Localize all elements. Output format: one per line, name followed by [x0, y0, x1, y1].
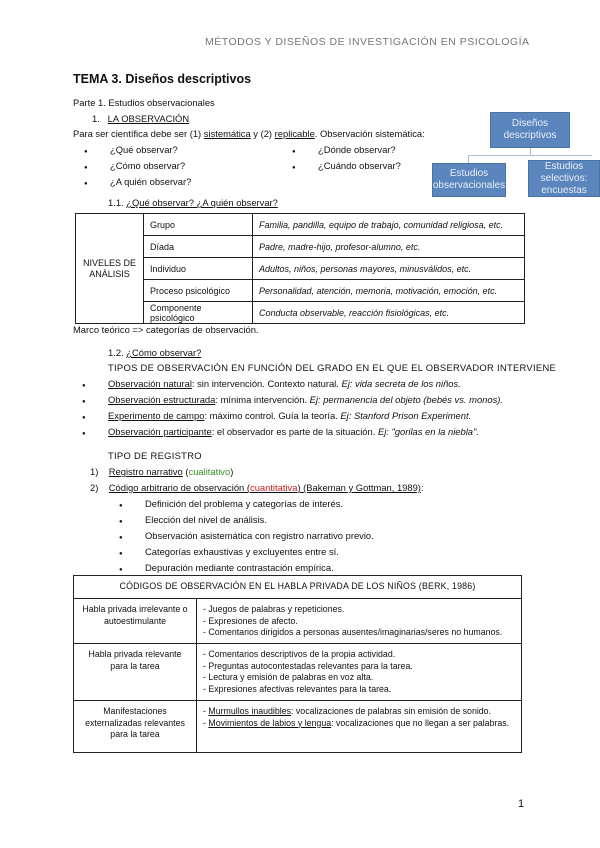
page-number: 1	[518, 798, 525, 810]
registro-heading: TIPO DE REGISTRO	[108, 450, 202, 461]
step-item: ● Categorías exhaustivas y excluyentes entre sí.	[145, 546, 339, 558]
codes-table	[73, 575, 522, 753]
diagram-node-right: Estudios selectivos: encuestas	[528, 160, 600, 197]
items-cell: - Juegos de palabras y repeticiones. - Expresiones de afecto. - Comentarios dirigidos a personas ausentes/imaginarias/seres no humanos.	[197, 599, 522, 644]
levels-table	[75, 213, 525, 324]
level-cell: Individuo	[144, 258, 253, 280]
category-cell: Habla privada irrelevante o autoestimulante	[74, 599, 197, 644]
question-item: ● ¿A quién observar?	[110, 176, 191, 188]
registro-item: 1) Registro narrativo (cualitativo)	[90, 466, 234, 477]
items-cell: - Comentarios descriptivos de la propia actividad. - Preguntas autocontestadas relevantes para la tarea. - Lectura y emisión de palabras en voz alta. - Expresiones afectivas relevantes para la tarea.	[197, 644, 522, 701]
subsection-1-1: 1.1. ¿Qué observar? ¿A quién observar?	[108, 197, 278, 208]
examples-cell: Padre, madre-hijo, profesor-alumno, etc.	[259, 241, 421, 252]
marco-note: Marco teórico => categorías de observación.	[73, 324, 259, 335]
step-item: ● Observación asistemática con registro narrativo previo.	[145, 530, 374, 542]
codes-table-title: CÓDIGOS DE OBSERVACIÓN EN EL HABLA PRIVADA DE LOS NIÑOS (BERK, 1986)	[74, 576, 522, 599]
registro-item: 2) Código arbitrario de observación (cuantitativa) (Bakeman y Gottman, 1989):	[90, 482, 424, 493]
step-item: ● Depuración mediante contrastación empírica.	[145, 562, 334, 574]
type-item: ● Observación estructurada: mínima intervención. Ej: permanencia del objeto (bebés vs. monos).	[108, 394, 503, 406]
page-title: TEMA 3. Diseños descriptivos	[73, 72, 252, 86]
examples-cell: Personalidad, atención, memoria, motivación, emoción, etc.	[259, 285, 498, 296]
diagram-node-left: Estudios observacionales	[432, 163, 506, 197]
category-cell: Habla privada relevante para la tarea	[74, 644, 197, 701]
levels-header: NIVELES DE ANÁLISIS	[76, 214, 144, 324]
examples-cell: Adultos, niños, personas mayores, minusválidos, etc.	[259, 263, 472, 274]
type-item: ● Observación participante: el observador es parte de la situación. Ej: "gorilas en la niebla".	[108, 426, 479, 438]
question-item: ● ¿Qué observar?	[110, 144, 178, 156]
part-heading: Parte 1. Estudios observacionales	[73, 97, 215, 108]
level-cell: Componente psicológico	[144, 302, 253, 324]
running-header: MÉTODOS Y DISEÑOS DE INVESTIGACIÓN EN PSICOLOGÍA	[205, 36, 530, 48]
question-item: ● ¿Cuándo observar?	[318, 160, 401, 172]
items-cell: - Murmullos inaudibles: vocalizaciones de palabras sin emisión de sonido. - Movimientos de labios y lengua: vocalizaciones que no llegan a ser palabras.	[197, 701, 522, 753]
question-item: ● ¿Dónde observar?	[318, 144, 396, 156]
section-number: 1.	[92, 113, 100, 124]
section-1-heading	[92, 113, 189, 125]
types-heading: TIPOS DE OBSERVACIÓN EN FUNCIÓN DEL GRADO EN EL QUE EL OBSERVADOR INTERVIENE	[108, 362, 557, 373]
step-item: ● Definición del problema y categorías de interés.	[145, 498, 343, 510]
category-cell: Manifestaciones externalizadas relevantes para la tarea	[74, 701, 197, 753]
type-item: ● Experimento de campo: máximo control. Guía la teoría. Ej: Stanford Prison Experiment.	[108, 410, 471, 422]
level-cell: Díada	[144, 236, 253, 258]
type-item: ● Observación natural: sin intervención. Contexto natural. Ej: vida secreta de los niños.	[108, 378, 461, 390]
step-item: ● Elección del nivel de análisis.	[145, 514, 267, 526]
question-item: ● ¿Cómo observar?	[110, 160, 185, 172]
level-cell: Proceso psicológico	[144, 280, 253, 302]
examples-cell: Familia, pandilla, equipo de trabajo, comunidad religiosa, etc.	[259, 219, 504, 230]
section-label: LA OBSERVACIÓN	[107, 113, 190, 124]
examples-cell: Conducta observable, reacción fisiológicas, etc.	[259, 307, 450, 318]
diagram-node-top: Diseños descriptivos	[490, 112, 570, 148]
level-cell: Grupo	[144, 214, 253, 236]
subsection-1-2: 1.2. ¿Cómo observar?	[108, 347, 202, 358]
intro-text: Para ser científica debe ser (1) sistemática y (2) replicable. Observación sistemática:	[73, 128, 425, 139]
